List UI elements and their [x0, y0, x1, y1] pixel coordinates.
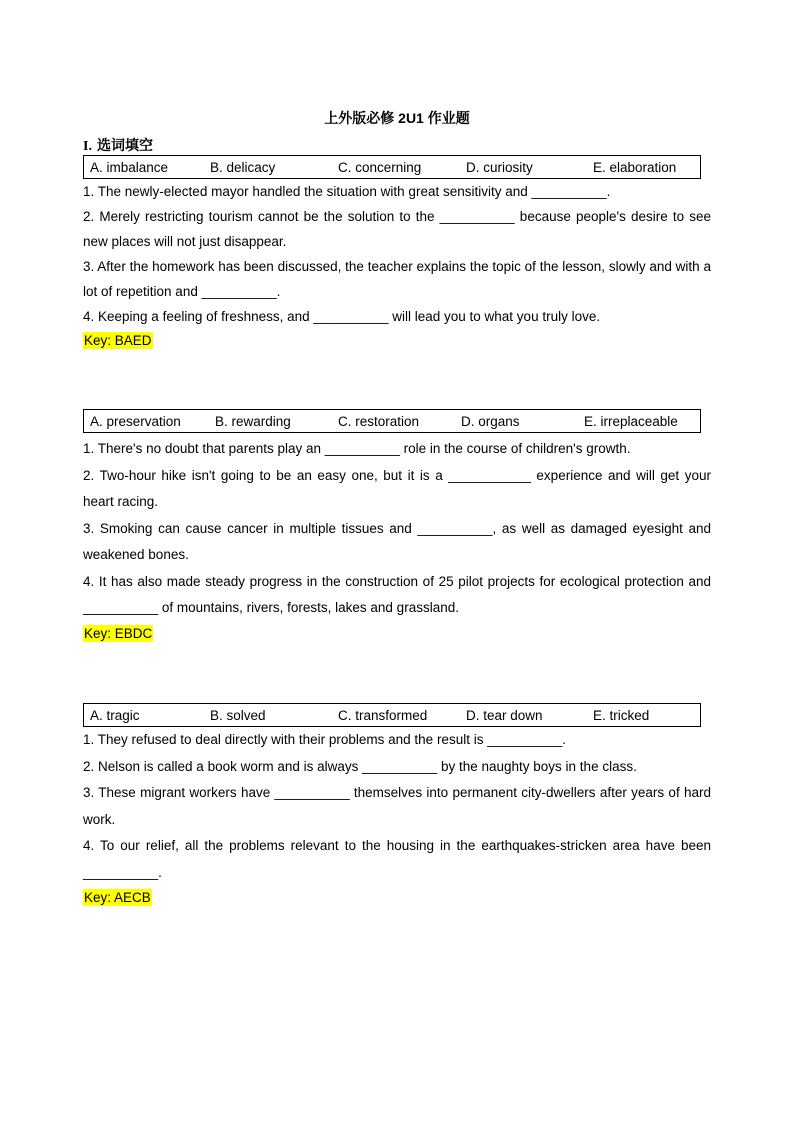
exercise-block-2 [83, 409, 711, 642]
exercise-block-3 [83, 703, 711, 906]
question-text: 1. There's no doubt that parents play an __________ role in the course of children's growth. [83, 441, 631, 456]
question-text: 1. The newly-elected mayor handled the situation with great sensitivity and __________. [83, 184, 611, 199]
word-option: A. tragic [90, 708, 140, 723]
word-bank-box [83, 703, 701, 727]
word-option: C. restoration [338, 414, 420, 429]
question-text: 4. It has also made steady progress in the construction of 25 pilot projects for ecological protection and __________ of mountains, rivers, forests, lakes and grassland. [83, 573, 711, 615]
word-option: A. imbalance [90, 160, 169, 175]
word-option: C. concerning [338, 160, 422, 175]
word-option: E. tricked [593, 708, 650, 723]
section-label: 选词填空 [96, 137, 153, 153]
word-option: D. curiosity [466, 160, 533, 175]
question-text: 3. Smoking can cause cancer in multiple tissues and __________, as well as damaged eyesight and weakened bones. [83, 520, 711, 562]
word-option: C. transformed [338, 708, 428, 723]
word-option: B. delicacy [210, 160, 276, 175]
exercise-block-1 [83, 155, 711, 349]
word-option: E. elaboration [593, 160, 677, 175]
word-option: E. irreplaceable [584, 414, 678, 429]
word-bank-box [83, 155, 701, 179]
question-text: 4. Keeping a feeling of freshness, and __________ will lead you to what you truly love. [83, 309, 601, 324]
word-bank-box [83, 409, 701, 433]
word-option: B. solved [210, 708, 266, 723]
section-heading [83, 135, 153, 155]
word-option: D. tear down [466, 708, 543, 723]
word-option: D. organs [461, 414, 520, 429]
question-text: 1. They refused to deal directly with their problems and the result is __________. [83, 732, 567, 747]
question-text: 2. Merely restricting tourism cannot be the solution to the __________ because people's desire to see new places will not just disappear. [83, 209, 711, 249]
question-text: 2. Two-hour hike isn't going to be an easy one, but it is a ___________ experience and will get your heart racing. [83, 467, 711, 509]
answer-key: Key: EBDC [84, 625, 153, 641]
word-option: A. preservation [90, 414, 181, 429]
question-text: 2. Nelson is called a book worm and is always __________ by the naughty boys in the class. [83, 758, 637, 774]
question-text: 4. To our relief, all the problems relevant to the housing in the earthquakes-stricken area have been __________. [83, 838, 711, 880]
answer-key: Key: AECB [84, 890, 151, 905]
question-text: 3. After the homework has been discussed, the teacher explains the topic of the lesson, slowly and with a lot of repetition and __________. [83, 259, 711, 299]
page-title: 上外版必修 2U1 作业题 [324, 110, 470, 126]
question-text: 3. These migrant workers have __________ themselves into permanent city-dwellers after years of hard work. [83, 785, 711, 827]
answer-key: Key: BAED [84, 333, 152, 348]
section-numeral: I. [83, 139, 92, 154]
word-option: B. rewarding [215, 414, 291, 429]
